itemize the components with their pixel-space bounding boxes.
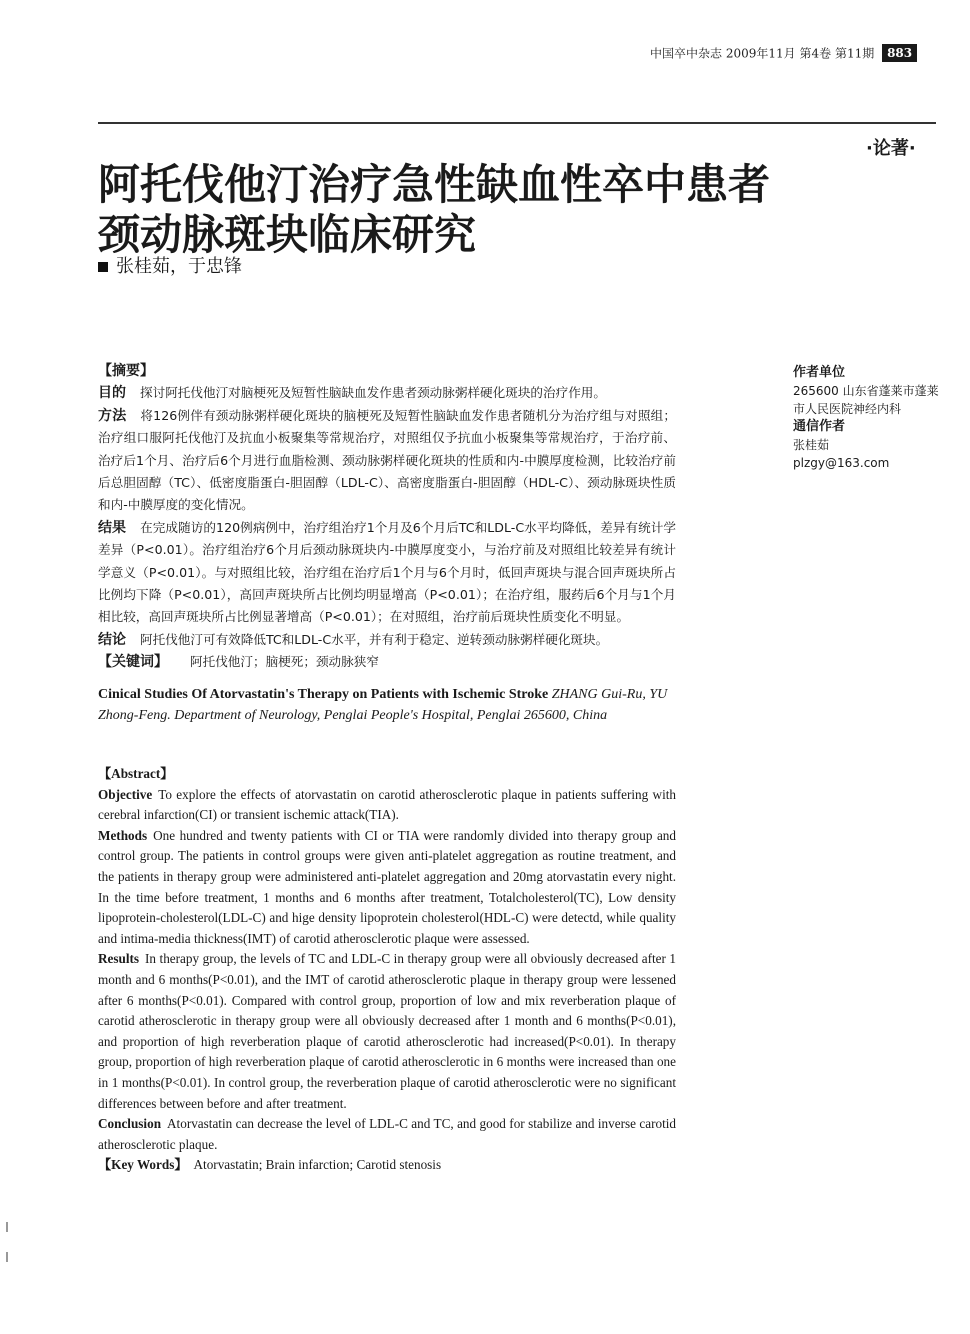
- english-title-block: [98, 684, 676, 726]
- article-title: [98, 160, 798, 260]
- author-info-sidebar: [793, 364, 943, 472]
- authors: [98, 252, 242, 278]
- correspondence-heading: 通信作者: [793, 419, 846, 434]
- abstract-en-objective: Objective To explore the effects of atorvastatin on carotid atherosclerotic plaque in patients suffering with cerebral infarction(CI) or transient ischemic attack(TIA).: [98, 786, 676, 823]
- square-bullet-icon: [98, 262, 108, 272]
- issue: 第11期: [834, 46, 875, 61]
- affiliation-heading: 作者单位: [793, 365, 846, 380]
- journal-name: 中国卒中杂志: [650, 46, 723, 61]
- page-number: 883: [882, 44, 917, 62]
- english-title: Cinical Studies Of Atorvastatin's Therapy on Patients with Ischemic Stroke: [98, 687, 549, 702]
- abstract-en-keywords: 【Key Words】 Atorvastatin; Brain infarction; Carotid stenosis: [98, 1157, 442, 1173]
- margin-mark: [6, 1222, 8, 1232]
- abstract-objective: 目的 探讨阿托伐他汀对脑梗死及短暂性脑缺血发作患者颈动脉粥样硬化斑块的治疗作用。: [98, 385, 606, 402]
- header-rule: [98, 122, 936, 124]
- abstract-results: 结果 在完成随访的120例病例中，治疗组治疗1个月及6个月后TC和LDL-C水平均降低，差异有统计学差异（P<0.01）。治疗组治疗6个月后颈动脉斑块内-中膜厚度变小，与治疗前及对照组比较差异有统计学意义（P<0.01）。与对照组比较，治疗组在治疗后1个月与6个月时，低回声斑块与混合回声斑块所占比例均下降（P<0.01），高回声斑块所占比例均明显增高（P<0.01）；在治疗组，服药后6个月与1个月相比较，高回声斑块所占比例显著增高（P<0.01）；在对照组，治疗前后斑块性质变化不明显。: [98, 519, 676, 625]
- section-label: ·论著·: [866, 138, 916, 159]
- issue-date: 2009年11月: [725, 46, 796, 61]
- abstract-en-heading: 【Abstract】: [98, 766, 174, 781]
- abstract-en-methods: Methods One hundred and twenty patients with CI or TIA were randomly divided into therapy group and control group. The patients in control groups were given anti-platelet aggregation as routine treatment, and the patients in therapy group were administered anti-platelet aggregation and 20mg atorvastatin every night. In the time before treatment, 1 months and 6 months after treatment, Totalcholesterol(TC), Low density lipoprotein-cholesterol(LDL-C) and hige density lipoprotein cholesterol(HDL-C) were detectd, while quality and intima-media thickness(IMT) of carotid atherosclerotic plaque were assessed.: [98, 827, 676, 946]
- english-authors-affiliation: ZHANG Gui-Ru, YU Zhong-Feng. Department of Neurology, Penglai People's Hospital, Penglai 265600, China: [98, 687, 668, 723]
- abstract-conclusion: 结论 阿托伐他汀可有效降低TC和LDL-C水平，并有利于稳定、逆转颈动脉粥样硬化斑块。: [98, 631, 609, 648]
- abstract-methods: 方法 将126例伴有颈动脉粥样硬化斑块的脑梗死及短暂性脑缺血发作患者随机分为治疗组与对照组；治疗组口服阿托伐他汀及抗血小板聚集等常规治疗，对照组仅予抗血小板聚集等常规治疗，于治疗前、治疗后1个月、治疗后6个月进行血脂检测、颈动脉粥样硬化斑块的性质和内-中膜厚度检测，比较治疗前后总胆固醇（TC）、低密度脂蛋白-胆固醇（LDL-C）、高密度脂蛋白-胆固醇（HDL-C）、颈动脉斑块性质和内-中膜厚度的变化情况。: [98, 407, 676, 513]
- affiliation: 265600 山东省蓬莱市蓬莱市人民医院神经内科: [793, 384, 939, 416]
- running-header: [650, 44, 940, 68]
- abstract-heading: 【摘要】: [98, 363, 154, 379]
- correspondence-email: plzgy@163.com: [793, 456, 890, 470]
- abstract-en-results: Results In therapy group, the levels of TC and LDL-C in therapy group were all obviously decreased after 1 month and 6 months(P<0.01), and the IMT of carotid atherosclerotic plaque in therapy group were lessened after 6 months(P<0.01). Compared with control group, proportion of low and mix reverberation plaque of carotid atherosclerotic in therapy group were all obviously decreased after 1 month and 6 months(P<0.01), and proportion of high reverberation plaque of carotid atherosclerotic had increased(P<0.01). In therapy group, proportion of high reverberation plaque of carotid atherosclerotic in 6 months were increased than one in 1 months(P<0.01). In control group, the reverberation plaque of carotid atherosclerotic were no significant differences between before and after treatment.: [98, 951, 676, 1111]
- abstract-keywords: 【关键词】 阿托伐他汀；脑梗死；颈动脉狭窄: [98, 654, 379, 671]
- article-title-line-2: 颈动脉斑块临床研究: [98, 210, 477, 259]
- author-names: 张桂茹，于忠锋: [116, 256, 242, 277]
- abstract-chinese: [98, 360, 676, 674]
- margin-mark: [6, 1252, 8, 1262]
- volume: 第4卷: [799, 46, 832, 61]
- correspondence-name: 张桂茹: [793, 438, 830, 452]
- abstract-english: [98, 764, 676, 1176]
- article-title-line-1: 阿托伐他汀治疗急性缺血性卒中患者: [98, 160, 771, 209]
- abstract-en-conclusion: Conclusion Atorvastatin can decrease the level of LDL-C and TC, and good for stabilize and inverse carotid atherosclerotic plaque.: [98, 1116, 676, 1152]
